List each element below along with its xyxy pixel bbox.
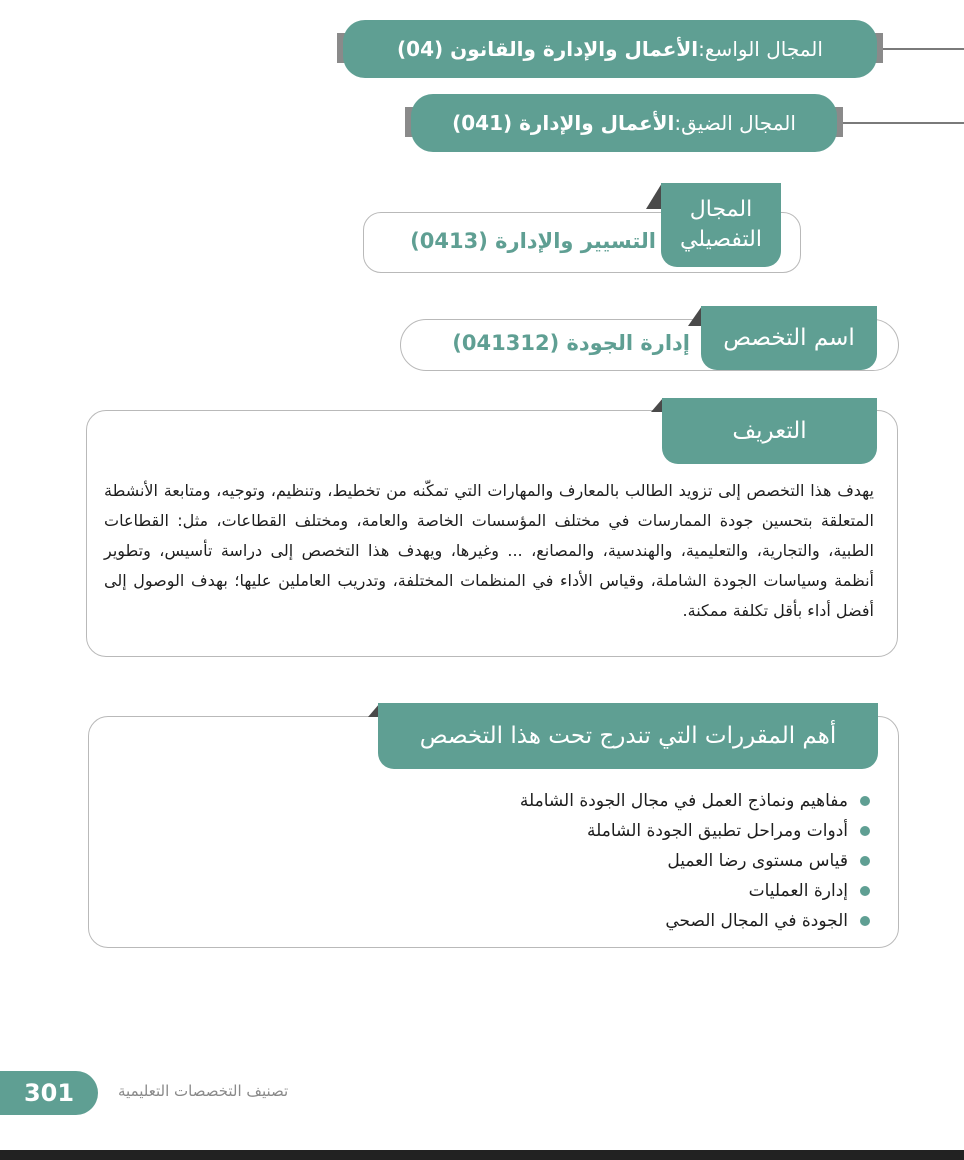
detailed-field-value: التسيير والإدارة (0413) xyxy=(410,229,656,253)
broad-field-value: الأعمال والإدارة والقانون (04) xyxy=(397,37,699,61)
detailed-field-label-line2: التفصيلي xyxy=(680,227,762,252)
list-item xyxy=(520,846,870,876)
book-title: تصنيف التخصصات التعليمية xyxy=(118,1082,289,1100)
broad-field-connector xyxy=(880,48,964,50)
courses-tag xyxy=(378,703,878,769)
specialization-value: إدارة الجودة (041312) xyxy=(452,331,690,355)
course-label: قياس مستوى رضا العميل xyxy=(667,851,848,871)
definition-text: يهدف هذا التخصص إلى تزويد الطالب بالمعارف والمهارات التي تمكّنه من تخطيط، وتنظيم، وتوجيه، ومتابعة الأنشطة المتعلقة بتحسين جودة الممارسات في مختلف المؤسسات الخاصة والعامة، ومختلف القطاعات، مثل: القطاعات الطبية، والتجارية، والتعليمية، والهندسية، والمصانع، ... وغيرها، ويهدف هذا التخصص إلى دراسة تأسيس، وتطوير أنظمة وسياسات الجودة الشاملة، وقياس الأداء في المنظمات المختلفة، وتدريب العاملين عليها؛ بهدف الوصول إلى أفضل أداء بأقل تكلفة ممكنة. xyxy=(104,481,874,620)
list-item xyxy=(520,876,870,906)
specialization-label: اسم التخصص xyxy=(723,325,855,351)
course-label: الجودة في المجال الصحي xyxy=(665,911,848,931)
page-number: 301 xyxy=(0,1071,98,1115)
bullet-icon xyxy=(860,796,870,806)
course-label: مفاهيم ونماذج العمل في مجال الجودة الشاملة xyxy=(519,791,848,811)
list-item xyxy=(520,786,870,816)
courses-title: أهم المقررات التي تندرج تحت هذا التخصص xyxy=(419,723,837,749)
detailed-field-tag xyxy=(661,183,781,267)
definition-tag xyxy=(662,398,877,464)
course-label: إدارة العمليات xyxy=(748,881,848,901)
list-item xyxy=(520,906,870,936)
narrow-field-connector xyxy=(840,122,964,124)
course-label: أدوات ومراحل تطبيق الجودة الشاملة xyxy=(587,821,848,841)
detailed-field-tag-corner xyxy=(646,183,662,209)
list-item xyxy=(520,816,870,846)
narrow-field-pill xyxy=(411,94,837,152)
bullet-icon xyxy=(860,916,870,926)
broad-field-label: المجال الواسع: xyxy=(698,37,823,61)
bullet-icon xyxy=(860,826,870,836)
specialization-tag xyxy=(701,306,877,370)
narrow-field-value: الأعمال والإدارة (041) xyxy=(452,111,675,135)
definition-title: التعريف xyxy=(732,418,807,444)
broad-field-pill xyxy=(343,20,877,78)
courses-list xyxy=(520,786,870,936)
narrow-field-label: المجال الضيق: xyxy=(674,111,796,135)
bullet-icon xyxy=(860,886,870,896)
specialization-tag-corner xyxy=(688,306,702,326)
detailed-field-label-line1: المجال xyxy=(689,197,753,222)
bullet-icon xyxy=(860,856,870,866)
bottom-bar xyxy=(0,1150,964,1160)
